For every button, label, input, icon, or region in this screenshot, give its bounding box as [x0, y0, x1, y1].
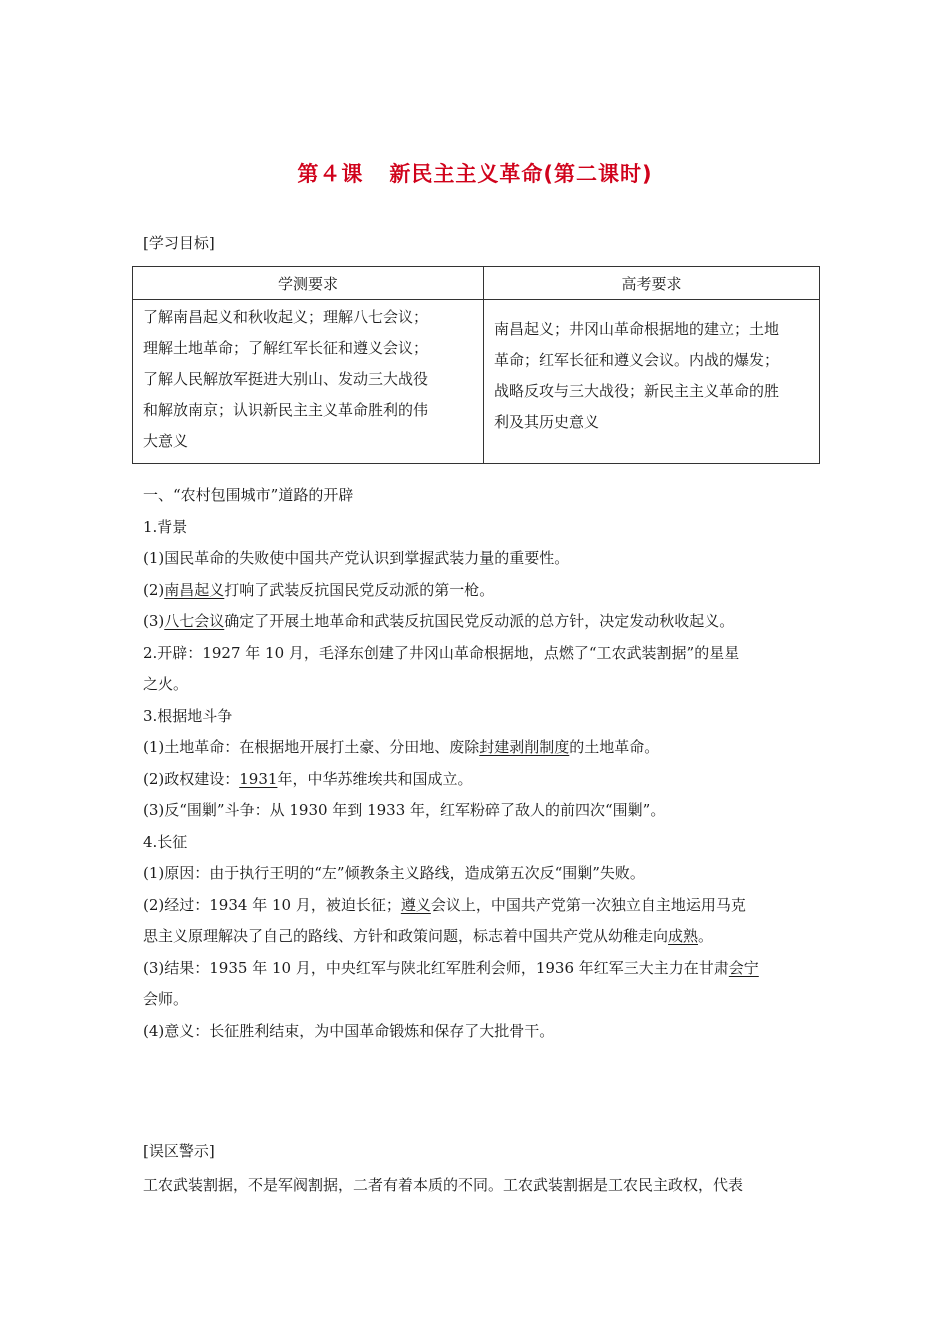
underlined-answer: 南昌起义 [164, 580, 225, 599]
goals-col2-cell [484, 300, 820, 464]
text: (2) [143, 580, 165, 599]
text: 。 [698, 927, 714, 945]
text: 会议上，中国共产党第一次独立自主地运用马克 [430, 895, 746, 914]
underlined-answer: 成熟 [668, 927, 699, 945]
subheading-long-march: 4.长征 [143, 832, 188, 851]
goals-col1-line: 理解土地革命；了解红军长征和遵义会议； [143, 339, 429, 357]
text: (2)政权建设： [143, 769, 240, 788]
text: (3)结果：1935 年 10 月，中央红军与陕北红军胜利会师，1936 年红军三大主力在甘肃 [143, 958, 729, 977]
paragraph: 2.开辟：1927 年 10 月，毛泽东创建了井冈山革命根据地，点燃了“工农武装割据”的星星 [143, 643, 740, 662]
paragraph [143, 732, 815, 764]
goals-col2-line: 战略反攻与三大战役；新民主主义革命的胜 [494, 382, 780, 400]
underlined-answer: 八七会议 [164, 612, 225, 630]
lesson-name: 新民主主义革命(第二课时) [389, 162, 653, 186]
paragraph-continuation: 会师。 [143, 990, 189, 1008]
text: (1)土地革命：在根据地开展打土豪、分田地、废除 [143, 738, 480, 756]
paragraph: (4)意义：长征胜利结束，为中国革命锻炼和保存了大批骨干。 [143, 1021, 555, 1040]
goals-col1-cell [133, 300, 484, 464]
text: 打响了武装反抗国民党反动派的第一枪。 [224, 580, 495, 599]
goals-col1-header: 学测要求 [133, 267, 484, 300]
goals-table [132, 266, 820, 464]
paragraph [143, 606, 815, 638]
warning-label: [误区警示] [143, 1142, 215, 1160]
paragraph [143, 575, 815, 607]
lesson-number: 第４课 [297, 162, 364, 186]
text: 思主义原理解决了自己的路线、方针和政策问题，标志着中国共产党从幼稚走向 [143, 927, 669, 945]
section-heading: 一、“农村包围城市”道路的开辟 [143, 486, 354, 504]
paragraph: (1)原因：由于执行王明的“左”倾教条主义路线，造成第五次反“围剿”失败。 [143, 864, 645, 882]
paragraph [143, 953, 815, 985]
text: (2)经过：1934 年 10 月，被迫长征； [143, 895, 401, 914]
paragraph-continuation [143, 921, 815, 953]
goals-col1-line: 和解放南京；认识新民主主义革命胜利的伟 [143, 401, 429, 419]
subheading-base: 3.根据地斗争 [143, 706, 233, 725]
page-title [0, 158, 950, 188]
goals-col2-line: 南昌起义；井冈山革命根据地的建立；土地 [494, 320, 780, 338]
underlined-answer: 会宁 [728, 958, 759, 977]
goals-label: [学习目标] [143, 234, 215, 252]
text: (3) [143, 612, 165, 630]
paragraph: (3)反“围剿”斗争：从 1930 年到 1933 年，红军粉碎了敌人的前四次“围剿”。 [143, 801, 666, 819]
goals-col2-line: 利及其历史意义 [494, 413, 600, 431]
underlined-answer: 遵义 [400, 895, 431, 914]
warning-text-block [143, 1170, 815, 1202]
text: 的土地革命。 [569, 738, 660, 756]
main-content [143, 480, 815, 1047]
goals-col1-line: 了解人民解放军挺进大别山、发动三大战役 [143, 370, 429, 388]
paragraph [143, 890, 815, 922]
paragraph-continuation: 之火。 [143, 675, 189, 693]
goals-col1-line: 了解南昌起义和秋收起义；理解八七会议； [143, 308, 429, 326]
warning-paragraph: 工农武装割据，不是军阀割据，二者有着本质的不同。工农武装割据是工农民主政权，代表 [143, 1176, 744, 1194]
paragraph [143, 764, 815, 796]
text: 确定了开展土地革命和武装反抗国民党反动派的总方针，决定发动秋收起义。 [224, 612, 735, 630]
goals-col2-line: 革命；红军长征和遵义会议。内战的爆发； [494, 351, 780, 369]
paragraph: (1)国民革命的失败使中国共产党认识到掌握武装力量的重要性。 [143, 549, 570, 567]
subheading-background: 1.背景 [143, 517, 188, 536]
goals-col1-line: 大意义 [143, 432, 189, 450]
text: 年，中华苏维埃共和国成立。 [277, 769, 473, 788]
underlined-answer: 封建剥削制度 [479, 738, 570, 756]
goals-col2-header: 高考要求 [484, 267, 820, 300]
underlined-answer: 1931 [239, 769, 278, 788]
